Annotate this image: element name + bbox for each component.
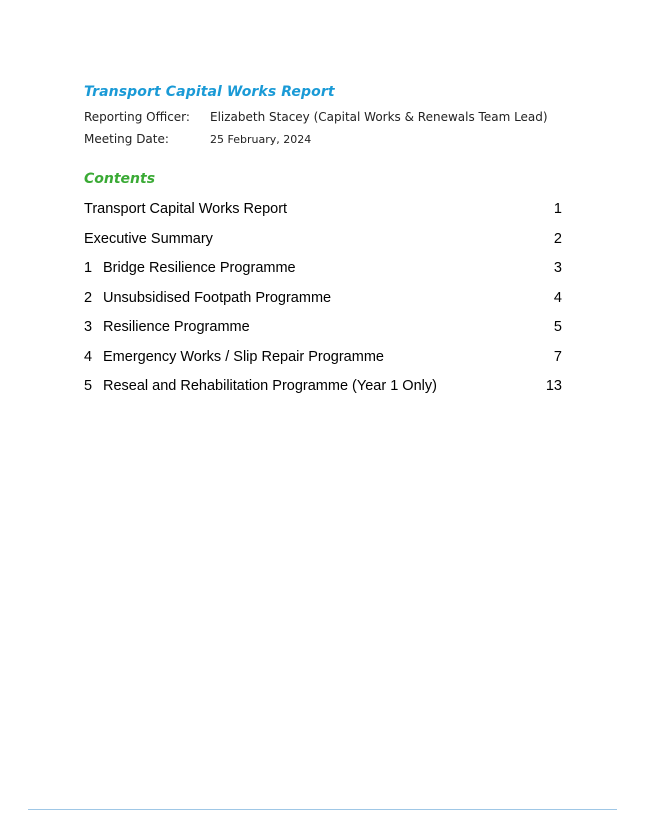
toc-entry[interactable] [84, 287, 562, 317]
toc-entry-page: 13 [545, 378, 562, 394]
toc-entry-page: 3 [553, 260, 562, 276]
meeting-date-value: 25 February, 2024 [210, 133, 312, 146]
meeting-date-row [84, 132, 311, 146]
toc-entry-page: 1 [553, 201, 562, 217]
toc-entry-title: Executive Summary [84, 230, 213, 247]
toc-entry-title: Unsubsidised Footpath Programme [103, 289, 332, 306]
toc-entry-title: Transport Capital Works Report [84, 201, 288, 217]
reporting-officer-row [84, 110, 548, 124]
toc-entry[interactable] [84, 257, 562, 287]
toc-entry[interactable] [84, 228, 562, 258]
footer-divider [28, 809, 617, 810]
toc-entry-number: 2 [84, 289, 93, 306]
toc-entry-page: 5 [553, 319, 562, 335]
toc-entry-title: Resilience Programme [103, 319, 250, 335]
toc-entry-page: 7 [553, 348, 562, 365]
toc-entry-page: 2 [553, 230, 562, 247]
toc-entry[interactable] [84, 375, 562, 405]
reporting-officer-label: Reporting Officer: [84, 110, 190, 124]
table-of-contents [84, 198, 562, 405]
toc-entry[interactable] [84, 346, 562, 376]
report-title: Transport Capital Works Report [84, 84, 335, 100]
toc-entry-number: 3 [84, 319, 93, 335]
meeting-date-label: Meeting Date: [84, 132, 169, 146]
toc-entry-number: 5 [84, 378, 93, 394]
toc-entry-title: Emergency Works / Slip Repair Programme [103, 348, 384, 365]
toc-entry-title: Reseal and Rehabilitation Programme (Year 1 Only) [103, 378, 437, 394]
toc-entry-number: 4 [84, 348, 93, 365]
toc-entry[interactable] [84, 198, 562, 228]
contents-heading: Contents [84, 171, 156, 187]
toc-entry[interactable] [84, 316, 562, 346]
toc-entry-number: 1 [84, 260, 93, 276]
toc-entry-title: Bridge Resilience Programme [103, 260, 296, 276]
toc-entry-page: 4 [553, 289, 562, 306]
reporting-officer-value: Elizabeth Stacey (Capital Works & Renewals Team Lead) [210, 110, 548, 124]
